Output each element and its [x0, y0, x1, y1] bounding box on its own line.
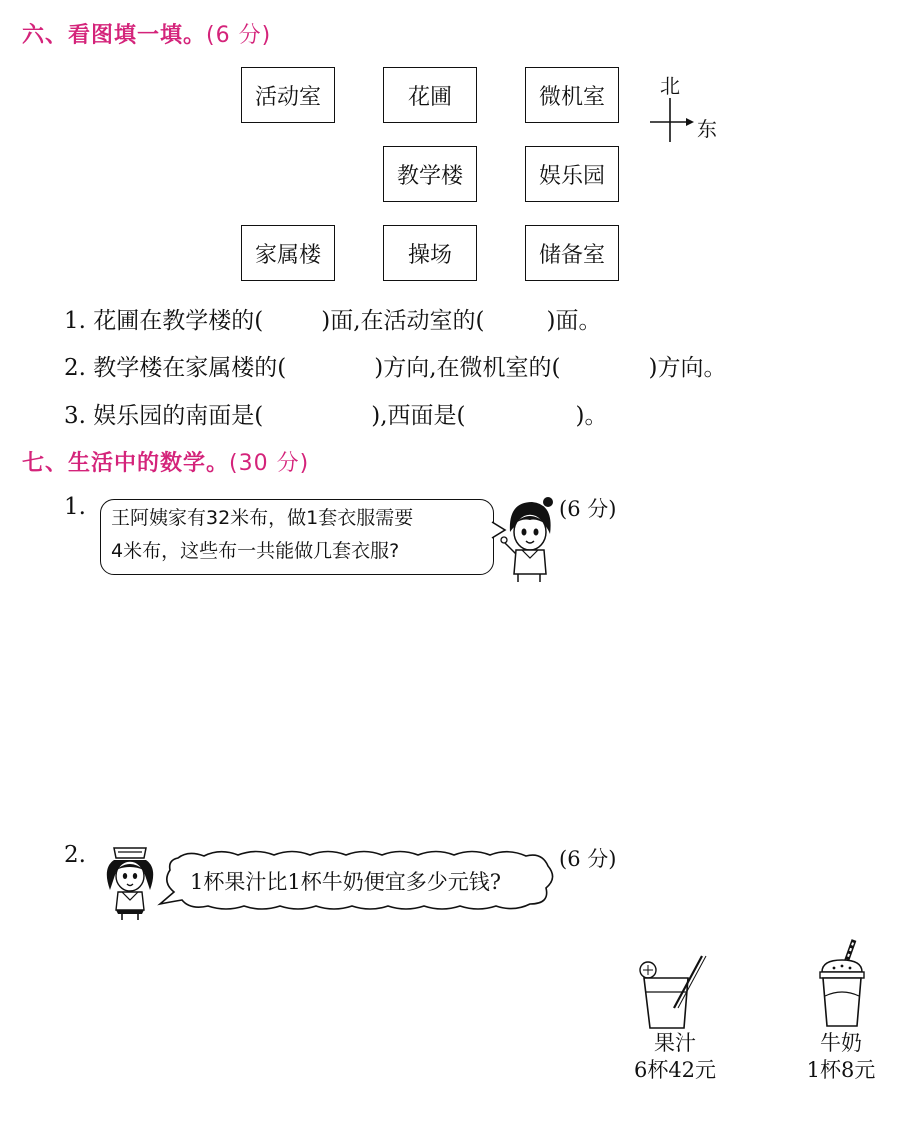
section7-score: (30 分): [229, 451, 310, 476]
compass-icon: [646, 94, 696, 144]
juice-name: 果汁: [654, 1031, 696, 1055]
milk-price: 1杯8元: [806, 1058, 876, 1082]
question-text: )面,在活动室的(: [321, 308, 485, 334]
problem2-speech: 1杯果汁比1杯牛奶便宜多少元钱?: [190, 870, 501, 894]
section6-question-1: [64, 302, 602, 335]
juice-glass-icon: [634, 952, 710, 1032]
question-number: 3.: [64, 403, 86, 429]
room-teaching: 教学楼: [383, 146, 477, 202]
juice-label: [627, 1030, 723, 1084]
room-micro: 微机室: [525, 67, 619, 123]
compass-north-label: 北: [660, 74, 680, 98]
question-text: )。: [575, 403, 608, 429]
problem1-number: 1.: [64, 494, 86, 520]
section7-title: [22, 446, 309, 477]
compass-east-label: 东: [697, 117, 717, 141]
room-entertainment: 娱乐园: [525, 146, 619, 202]
question-text: )方向。: [648, 355, 727, 381]
section6-title-text: 六、看图填一填。: [22, 23, 207, 48]
question-text: )方向,在微机室的(: [374, 355, 561, 381]
question-text: 花圃在教学楼的(: [93, 308, 264, 334]
room-activity: 活动室: [241, 67, 335, 123]
room-garden: 花圃: [383, 67, 477, 123]
section7-title-text: 七、生活中的数学。: [22, 451, 230, 476]
milk-cup-icon: [812, 938, 872, 1030]
problem1-line2: 4米布，这些布一共能做几套衣服?: [111, 540, 400, 562]
problem2-score: (6 分): [559, 847, 617, 871]
section6-question-3: [64, 397, 608, 430]
problem2-number: 2.: [64, 842, 86, 868]
section6-title: [22, 18, 271, 49]
question-text: )面。: [546, 308, 602, 334]
problem1-line1: 王阿姨家有32米布，做1套衣服需要: [111, 507, 414, 529]
question-text: ),西面是(: [371, 403, 466, 429]
room-family: 家属楼: [241, 225, 335, 281]
room-storage: 储备室: [525, 225, 619, 281]
juice-price: 6杯42元: [633, 1058, 717, 1082]
girl-cartoon-icon: [500, 494, 556, 584]
problem1-score: (6 分): [559, 497, 617, 521]
question-text: 娱乐园的南面是(: [93, 403, 264, 429]
room-playground: 操场: [383, 225, 477, 281]
question-number: 2.: [64, 355, 86, 381]
section6-question-2: [64, 349, 727, 382]
section6-score: (6 分): [206, 23, 272, 48]
milk-name: 牛奶: [820, 1031, 862, 1055]
question-number: 1.: [64, 308, 86, 334]
question-text: 教学楼在家属楼的(: [93, 355, 287, 381]
problem1-speech-bubble: [100, 499, 494, 575]
milk-label: [796, 1030, 886, 1084]
